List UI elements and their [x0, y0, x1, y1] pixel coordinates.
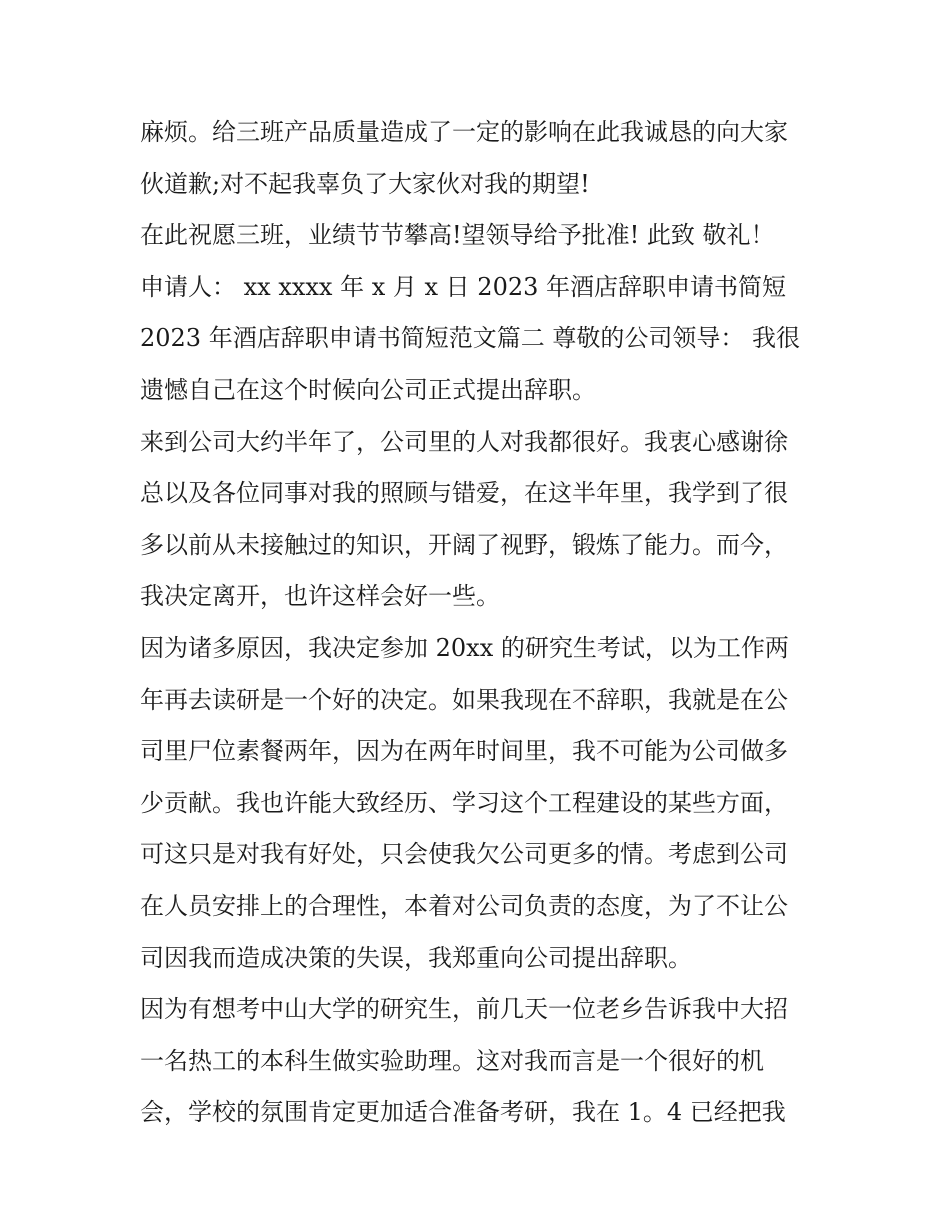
text-line: 司因我而造成决策的失误，我郑重向公司提出辞职。 [140, 943, 692, 972]
text-line: 因为有想考中山大学的研究生，前几天一位老乡告诉我中大招 [140, 995, 788, 1024]
text-line: 一名热工的本科生做实验助理。这对我而言是一个很好的机 [140, 1046, 764, 1075]
text-line: 多以前从未接触过的知识，开阔了视野，锻炼了能力。而今， [140, 530, 788, 559]
document-body [140, 107, 820, 1139]
text-line: 在此祝愿三班，业绩节节攀高!望领导给予批准! 此致 敬礼！ [140, 221, 775, 250]
text-line: 可这只是对我有好处，只会使我欠公司更多的情。考虑到公司 [140, 840, 788, 869]
text-line: 会，学校的氛围肯定更加适合准备考研，我在 1。4 已经把我 [140, 1098, 786, 1127]
text-line: 在人员安排上的合理性，本着对公司负责的态度，为了不让公 [140, 891, 788, 920]
text-line: 司里尸位素餐两年，因为在两年时间里，我不可能为公司做多 [140, 737, 788, 766]
text-line: 我决定离开，也许这样会好一些。 [140, 582, 500, 611]
text-line: 申请人： xx xxxx 年 x 月 x 日 2023 年酒店辞职申请书简短 [140, 272, 787, 301]
text-line: 麻烦。给三班产品质量造成了一定的影响在此我诚恳的向大家 [140, 118, 788, 146]
text-line: 少贡献。我也许能大致经历、学习这个工程建设的某些方面， [140, 788, 788, 817]
text-line: 来到公司大约半年了，公司里的人对我都很好。我衷心感谢徐 [140, 427, 788, 456]
text-line: 伙道歉;对不起我辜负了大家伙对我的期望! [140, 169, 590, 198]
text-line: 总以及各位同事对我的照顾与错爱，在这半年里，我学到了很 [140, 479, 788, 508]
text-line: 遗憾自己在这个时候向公司正式提出辞职。 [140, 375, 596, 404]
text-line: 因为诸多原因，我决定参加 20xx 的研究生考试，以为工作两 [140, 633, 789, 662]
text-line: 年再去读研是一个好的决定。如果我现在不辞职，我就是在公 [140, 685, 788, 714]
text-line: 2023 年酒店辞职申请书简短范文篇二 尊敬的公司领导： 我很 [140, 324, 800, 353]
